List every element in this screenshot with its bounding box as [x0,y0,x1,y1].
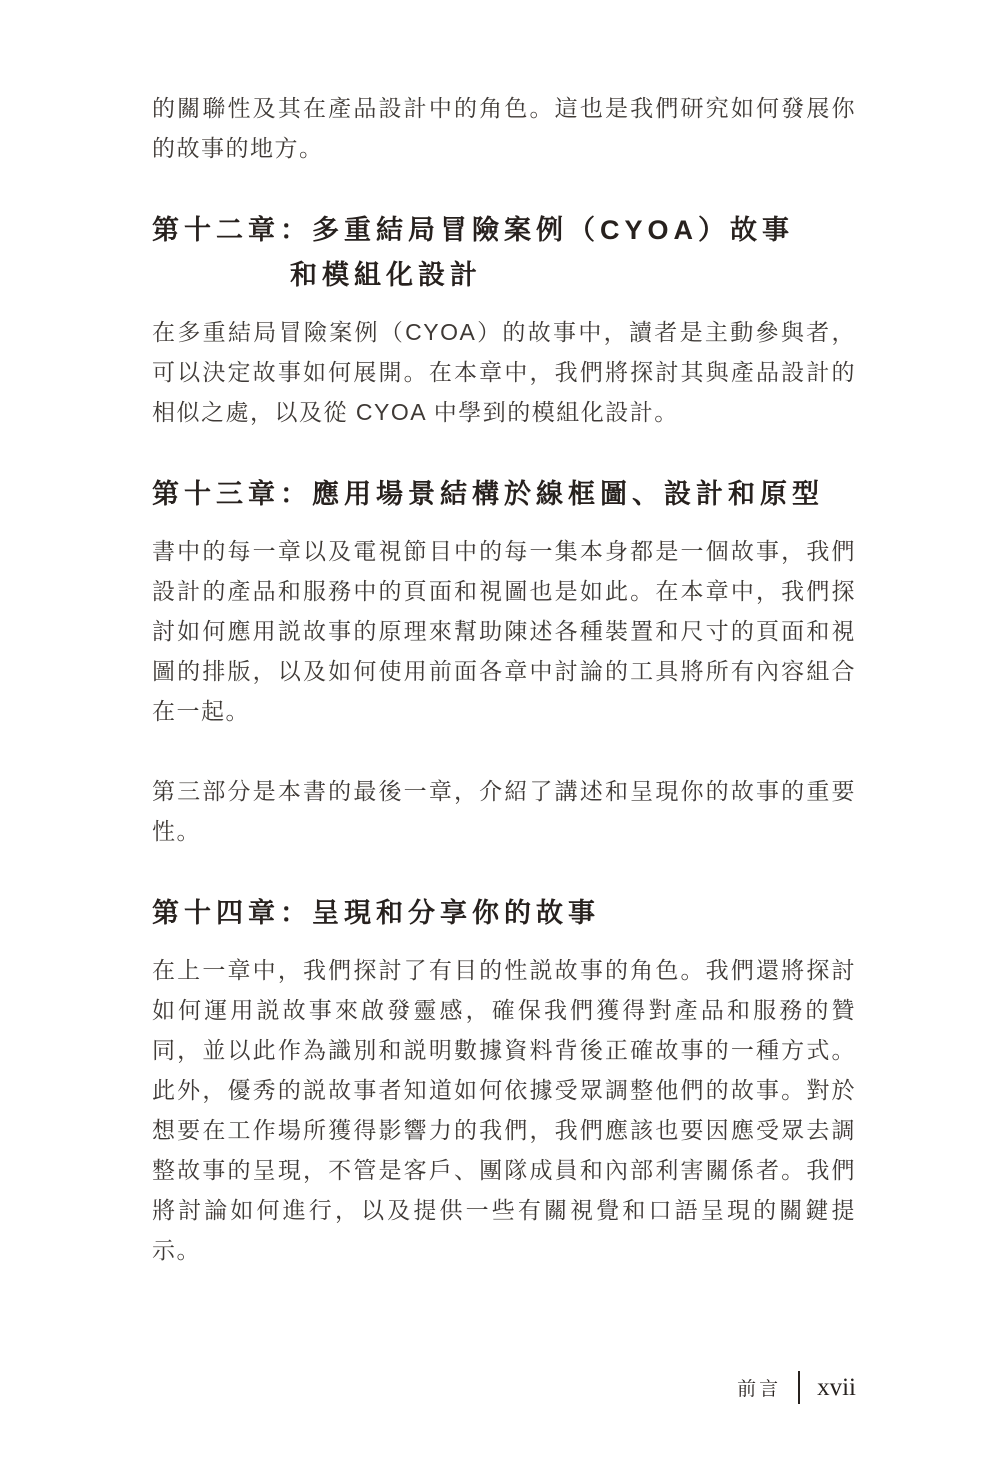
chapter-12-heading-line1: 第十二章：多重結局冒險案例（CYOA）故事 [152,215,795,245]
chapter-13-heading-line1: 第十三章：應用場景結構於線框圖、設計和原型 [152,479,824,509]
chapter-14-paragraph: 在上一章中，我們探討了有目的性説故事的角色。我們還將探討如何運用説故事來啟發靈感，確保我們獲得對產品和服務的贊同，並以此作為識別和説明數據資料背後正確故事的一種方式。此外，優秀的説故事者知道如何依據受眾調整他們的故事。對於想要在工作場所獲得影響力的我們，我們應該也要因應受眾去調整故事的呈現，不管是客戶、團隊成員和內部利害關係者。我們將討論如何進行，以及提供一些有關視覺和口語呈現的關鍵提示。 [152,957,856,1263]
chapter-12-paragraph: 在多重結局冒險案例（CYOA）的故事中，讀者是主動參與者，可以決定故事如何展開。在本章中，我們將探討其與產品設計的相似之處，以及從 CYOA 中學到的模組化設計。 [152,319,856,425]
page-footer [737,1371,856,1404]
chapter-13-heading [152,472,856,517]
chapter-12-heading [152,208,856,298]
paragraph-intro-continued: 的關聯性及其在產品設計中的角色。這也是我們研究如何發展你的故事的地方。 [152,95,856,161]
chapter-13-paragraph-2: 第三部分是本書的最後一章，介紹了講述和呈現你的故事的重要性。 [152,778,856,844]
chapter-12-heading-line2: 和模組化設計 [290,260,482,290]
section-chapter-14 [152,891,856,1270]
footer-section-label: 前言 [737,1379,782,1400]
chapter-14-heading [152,891,856,936]
page-number: xvii [817,1373,856,1401]
footer-divider [798,1371,800,1404]
section-chapter-13 [152,472,856,851]
page-content [152,88,856,1310]
section-chapter-12 [152,208,856,432]
chapter-14-heading-line1: 第十四章：呈現和分享你的故事 [152,898,600,928]
chapter-13-paragraph-1: 書中的每一章以及電視節目中的每一集本身都是一個故事，我們設計的產品和服務中的頁面和視圖也是如此。在本章中，我們探討如何應用説故事的原理來幫助陳述各種裝置和尺寸的頁面和視圖的排版，以及如何使用前面各章中討論的工具將所有內容組合在一起。 [152,538,856,724]
